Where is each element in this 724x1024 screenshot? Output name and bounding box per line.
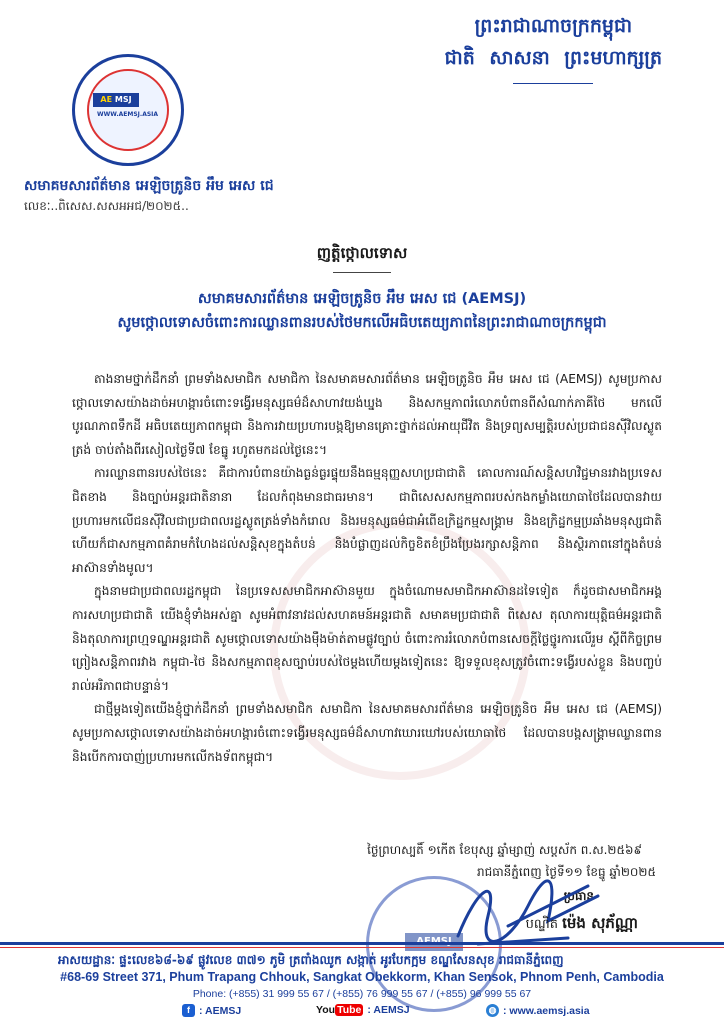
organization-name: សមាគមសារព័ត៌មាន អេឡិចត្រូនិច អឹម អេស ជេ — [24, 178, 274, 194]
facebook-icon: f — [182, 1004, 195, 1017]
signer-role: ប្រធាន — [563, 889, 594, 903]
paragraph-4: ជាថ្មីម្តងទៀតយើងខ្ញុំថ្នាក់ដឹកនាំ ព្រមទាំងសមាជិក សមាជិកា នៃសមាគមសារព័ត៌មាន អេឡិចត្រូនិច អឹម អេស ជេ (AEMSJ) សូមប្រកាសថ្កោលទោសយ៉ាងដាច់អហង្ការចំពោះទង្វើរមនុស្សធម៌ដ៏សាហាវឃោរឃៅរបស់យោធាថៃ ដែលបានបង្កសង្គ្រាមឈ្លានពាន និងបើកការបាញ់ប្រហារមកលើកងទ័ពកម្ពុជា។ — [72, 702, 662, 764]
logo-inner-ring — [87, 69, 169, 151]
kingdom-line1: ព្រះរាជាណាចក្រកម្ពុជា — [474, 15, 633, 37]
stamp-badge: AEMSJ — [405, 933, 463, 951]
logo-abbr-msj: MSJ — [114, 95, 132, 104]
subtitle-line2: សូមថ្កោលទោសចំពោះការឈ្លានពានរបស់ថៃមកលើអធិបតេយ្យភាពនៃព្រះរាជាណាចក្រកម្ពុជា — [117, 315, 607, 331]
youtube-icon-you: You — [316, 1004, 336, 1016]
address-khmer: អាសយដ្ឋានៈ ផ្ទះលេខ៦៨-៦៩ ផ្លូវលេខ ៣៧១ ភូមិ ត្រពាំងឈូក សង្កាត់ អូរបែកក្អម ខណ្ឌសែនសុខ រាជធានីភ្នំពេញ — [58, 953, 564, 967]
date-solar: រាជធានីភ្នំពេញ ថ្ងៃទី១១ ខែធ្នូ ឆ្នាំ២០២៥ — [476, 865, 656, 879]
signer — [526, 914, 638, 936]
address-english: #68-69 Street 371, Phum Trapang Chhouk, Sangkat Obekkorm, Khan Sensok, Phnom Penh, Cambodia — [60, 970, 664, 984]
paragraph-3: ក្នុងនាមជាប្រជាពលរដ្ឋកម្ពុជា នៃប្រទេសសមាជិកអាស៊ានមួយ ក្នុងចំណោមសមាជិកអាស៊ានដទៃទៀត ក៏ដូចជាសមាជិកអង្គការសហប្រជាជាតិ យើងខ្ញុំទាំងអស់គ្នា សូមអំពាវនាវដល់សហគមន៍អន្តរជាតិ សមាគមប្រជាជាតិ ពិសេស តុលាការយុត្តិធម៌អន្តរជាតិ និងតុលាការព្រហ្មទណ្ឌអន្តរជាតិ សូមថ្កោលទោសយ៉ាងម៉ឺងម៉ាត់តាមផ្លូវច្បាប់ ចំពោះការរំលោភបំពានសេចក្តីថ្លៃថ្នូរការលើរួម ស្តីពីកិច្ចព្រមព្រៀងសន្តិភាពរវាង កម្ពុជា-ថៃ និងសកម្មភាពខុសច្បាប់របស់ថៃម្តងហើយម្តងទៀតនេះ ឱ្យទទួលខុសត្រូវចំពោះទង្វើរបស់ខ្លួន និងបញ្ចប់រាល់អរិភាពជាបន្ទាន់។ — [72, 584, 662, 693]
paragraph-2: ការឈ្លានពានរបស់ថៃនេះ គឺជាការបំពានយ៉ាងធ្ងន់ធ្ងរផ្ទុយនឹងធម្មនុញ្ញសហប្រជាជាតិ គោលការណ៍សន្តិសហវិជ្ជមានរវាងប្រទេសជិតខាង និងច្បាប់អន្តរជាតិនានា ដែលកំពុងមានជាធរមាន។ ជាពិសេសសកម្មភាពរបស់កងកម្លាំងយោធាថៃដែលបានវាយប្រហារមកលើជនស៊ីវិលជាប្រជាពលរដ្ឋស្លូតត្រង់ទាំងកំរោល និងរមនុស្សធម៌ជាអំពើឧក្រិដ្ឋកម្មសង្គ្រាម និងឧក្រិដ្ឋកម្មប្រឆាំងមនុស្សជាតិ ហើយក៏ជាសកម្មភាពគំរាមកំហែងដល់សន្តិសុខក្នុងតំបន់ និងបំផ្លាញដល់កិច្ចខិតខំប្រឹងប្រែងរក្សាសន្តិភាព និងស្ថិរភាពនៅក្នុងតំបន់អាស៊ានទាំងមូល។ — [72, 466, 662, 575]
facebook-handle: : AEMSJ — [199, 1004, 242, 1017]
footer-rule-accent — [0, 947, 724, 948]
phone-numbers: Phone: (+855) 31 999 55 67 / (+855) 76 999 55 67 / (+855) 96 999 55 67 — [192, 988, 532, 1000]
reference-number: លេខៈ..ពិសេស.សសអអជ/២០២៥.. — [24, 199, 189, 213]
website-link[interactable] — [486, 1004, 590, 1017]
kingdom-line2: ជាតិ សាសនា ព្រះមហាក្សត្រ — [444, 47, 662, 69]
title-divider — [333, 272, 391, 273]
logo-abbr-ae: AE — [100, 95, 113, 104]
youtube-handle: : AEMSJ — [367, 1004, 410, 1016]
website-url: : www.aemsj.asia — [503, 1004, 590, 1017]
kingdom-motto — [445, 14, 662, 88]
facebook-link[interactable] — [182, 1004, 241, 1017]
youtube-icon-tube: Tube — [337, 1004, 362, 1016]
date-lunar: ថ្ងៃព្រហស្បតិ៍ ១កើត ខែបុស្ស ឆ្នាំម្សាញ់ សប្តស័ក ព.ស.២៥៦៩ — [367, 843, 642, 857]
aemsj-logo — [72, 54, 184, 166]
subtitle-line1: សមាគមសារព័ត៌មាន អេឡិចត្រូនិច អឹម អេស ជេ (AEMSJ) — [197, 291, 527, 307]
footer-rule — [0, 942, 724, 945]
paragraph-1: តាងនាមថ្នាក់ដឹកនាំ ព្រមទាំងសមាជិក សមាជិកា នៃសមាគមសារព័ត៌មាន អេឡិចត្រូនិច អឹម អេស ជេ (AEMSJ) សូមប្រកាសថ្កោលទោសយ៉ាងដាច់អហង្ការចំពោះទង្វើរមនុស្សធម៌ដ៏សាហាវយង់ឃ្នង និងសកម្មភាពរំលោភបំពានពីសំណាក់ភាគីថៃ មកលើបូរណភាពទឹកដី អធិបតេយ្យភាពកម្ពុជា និងការវាយប្រហារបង្កឱ្យមានគ្រោះថ្នាក់ដល់អាយុជីវិត និងទ្រព្យសម្បត្តិរបស់ប្រជាជនស៊ីវិលស្លូតត្រង់ ចាប់តាំងពីរសៀលថ្ងៃទី៧ ខែធ្នូ រហូតមកដល់ថ្ងៃនេះ។ — [72, 372, 662, 457]
logo-badge — [93, 93, 139, 107]
signer-name: ម៉េង សុភ័ណ្ណា — [562, 914, 638, 932]
signer-prefix: បណ្ឌិត — [525, 917, 558, 932]
document-title: ញត្តិថ្កោលទោស — [316, 244, 408, 262]
youtube-icon — [316, 1004, 363, 1016]
globe-icon: ◍ — [486, 1004, 499, 1017]
motto-ornament — [513, 78, 593, 88]
youtube-link[interactable] — [316, 1004, 410, 1016]
logo-website: WWW.AEMSJ.ASIA — [97, 111, 159, 118]
document-body — [72, 368, 662, 769]
